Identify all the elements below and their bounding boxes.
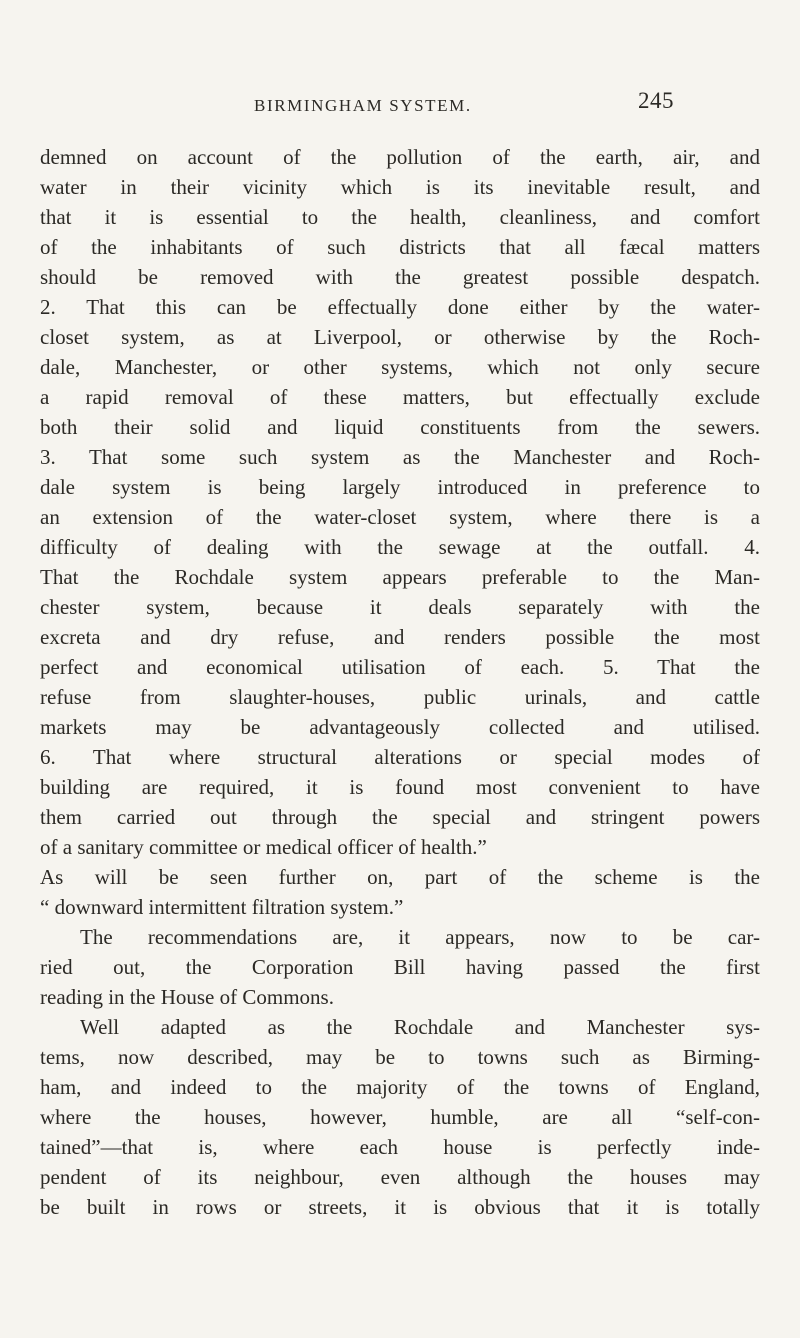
text-line: pendent of its neighbour, even although the houses may — [40, 1165, 760, 1189]
text-line: reading in the House of Commons. — [40, 985, 334, 1009]
text-line: an extension of the water-closet system, where there is a — [40, 505, 760, 529]
text-line: them carried out through the special and stringent powers — [40, 805, 760, 829]
text-line: That the Rochdale system appears preferable to the Man- — [40, 565, 760, 589]
text-line: ried out, the Corporation Bill having passed the first — [40, 955, 760, 979]
text-line: The recommendations are, it appears, now to be car- — [80, 925, 760, 949]
running-head — [254, 88, 674, 122]
text-line: ham, and indeed to the majority of the towns of England, — [40, 1075, 760, 1099]
text-line: “ downward intermittent filtration system.” — [40, 895, 404, 919]
text-line: of the inhabitants of such districts that all fæcal matters — [40, 235, 760, 259]
text-line: water in their vicinity which is its inevitable result, and — [40, 175, 760, 199]
body-text — [40, 142, 760, 1222]
text-line: dale system is being largely introduced in preference to — [40, 475, 760, 499]
text-line: difficulty of dealing with the sewage at the outfall. 4. — [40, 535, 760, 559]
text-line: that it is essential to the health, cleanliness, and comfort — [40, 205, 760, 229]
text-line: tained”—that is, where each house is perfectly inde- — [40, 1135, 760, 1159]
text-line: building are required, it is found most convenient to have — [40, 775, 760, 799]
text-line: both their solid and liquid constituents from the sewers. — [40, 415, 760, 439]
running-title: BIRMINGHAM SYSTEM. — [254, 96, 472, 115]
text-line: markets may be advantageously collected and utilised. — [40, 715, 760, 739]
text-line: should be removed with the greatest possible despatch. — [40, 265, 760, 289]
page-number: 245 — [638, 88, 674, 113]
text-line: 2. That this can be effectually done either by the water- — [40, 295, 760, 319]
text-line: Well adapted as the Rochdale and Manchester sys- — [80, 1015, 760, 1039]
text-line: perfect and economical utilisation of each. 5. That the — [40, 655, 760, 679]
text-line: dale, Manchester, or other systems, which not only secure — [40, 355, 760, 379]
text-line: 3. That some such system as the Manchester and Roch- — [40, 445, 760, 469]
text-line: of a sanitary committee or medical officer of health.” — [40, 835, 487, 859]
text-line: tems, now described, may be to towns such as Birming- — [40, 1045, 760, 1069]
text-line: demned on account of the pollution of the earth, air, and — [40, 145, 760, 169]
text-line: closet system, as at Liverpool, or otherwise by the Roch- — [40, 325, 760, 349]
text-line: excreta and dry refuse, and renders possible the most — [40, 625, 760, 649]
text-line: be built in rows or streets, it is obvious that it is totally — [40, 1195, 760, 1219]
text-line: a rapid removal of these matters, but effectually exclude — [40, 385, 760, 409]
text-line: chester system, because it deals separately with the — [40, 595, 760, 619]
text-line: 6. That where structural alterations or special modes of — [40, 745, 760, 769]
text-line: refuse from slaughter-houses, public urinals, and cattle — [40, 685, 760, 709]
text-line: where the houses, however, humble, are all “self-con- — [40, 1105, 760, 1129]
text-line: As will be seen further on, part of the scheme is the — [40, 865, 760, 889]
